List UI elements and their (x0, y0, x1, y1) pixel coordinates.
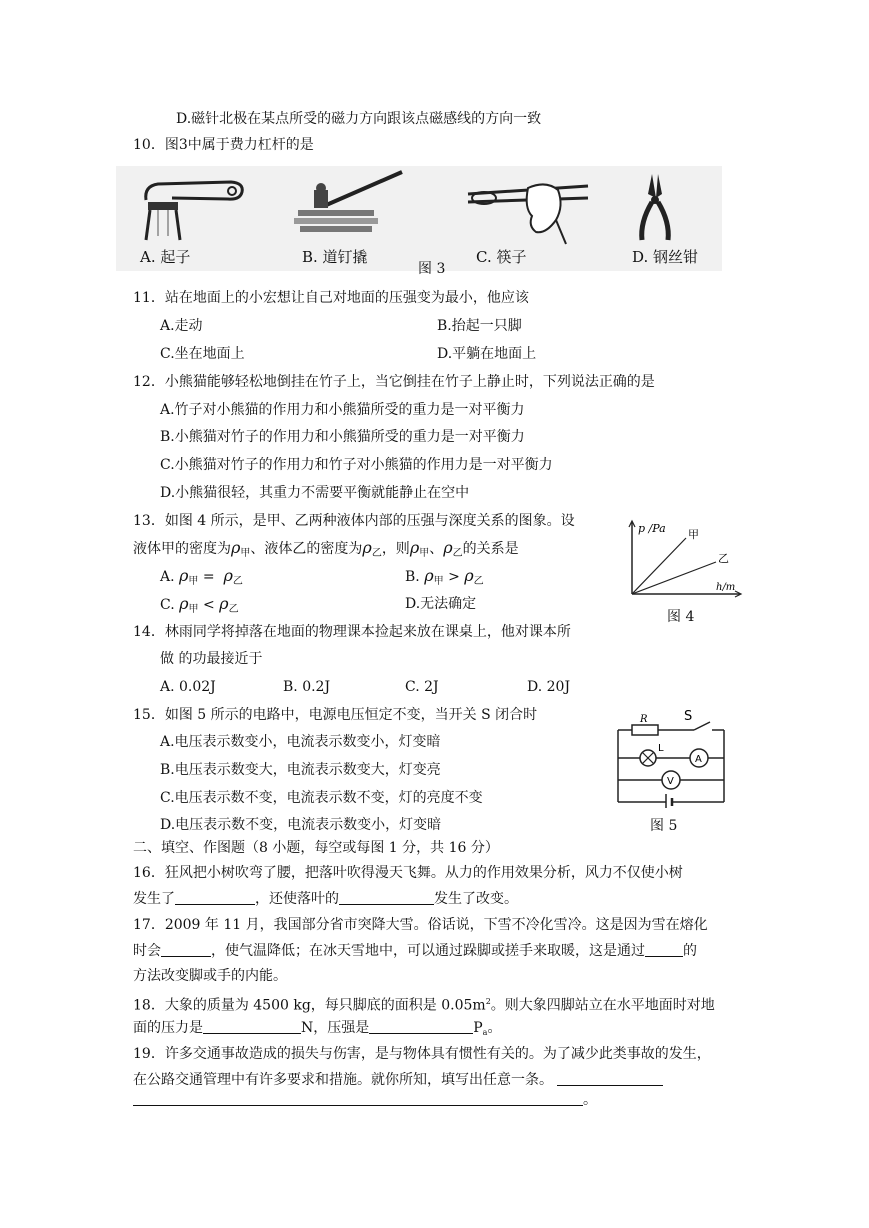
q13-option-b: B. $\rho_甲 > \rho_乙$ (405, 566, 484, 587)
q13-stem-line1: 13．如图 4 所示，是甲、乙两种液体内部的压强与深度关系的图象。设 (133, 513, 575, 529)
q16-blank-2[interactable] (339, 890, 434, 905)
q11-stem: 11．站在地面上的小宏想让自己对地面的压强变为最小，他应该 (133, 290, 529, 306)
fig4-y-label: p /Pa (638, 522, 666, 535)
q17-line2: 时会 ，使气温降低；在冰天雪地中，可以通过跺脚或搓手来取暖，这是通过 的 (133, 943, 697, 959)
q15-stem: 15．如图 5 所示的电路中，电源电压恒定不变，当开关 S 闭合时 (133, 707, 538, 723)
fig3-option-a: A. 起子 (140, 248, 191, 266)
q11-option-b: B.抬起一只脚 (437, 318, 522, 334)
q19-line2: 在公路交通管理中有许多要求和措施。就你所知，填写出任意一条。 (133, 1071, 663, 1089)
q11-option-a: A.走动 (160, 318, 203, 334)
q12-option-a: A.竹子对小熊猫的作用力和小熊猫所受的重力是一对平衡力 (160, 402, 525, 418)
q15-option-d: D.电压表示数不变，电流表示数变小，灯变暗 (160, 817, 442, 833)
q14-stem-line2: 做 的功最接近于 (160, 651, 263, 667)
q18-line2: 面的压力是 N，压强是 $P_a$。 (133, 1020, 502, 1037)
q19-blank-2[interactable] (133, 1091, 583, 1106)
figure-3-levers (116, 166, 722, 271)
q13-option-a: A. $\rho_甲 = \rho_乙$ (160, 566, 243, 587)
q17-blank-1[interactable] (161, 942, 211, 957)
figure-3-caption: 图 3 (418, 261, 446, 277)
q13-option-c: C. $\rho_甲 < \rho_乙$ (160, 594, 239, 615)
fig4-line2-label: 乙 (718, 552, 729, 565)
q13-stem-line2: 液体甲的密度为$\rho_甲$、液体乙的密度为$\rho_乙$，则$\rho_甲$、$\rho_乙$的关系是 (133, 538, 519, 559)
fig5-ammeter-label: A (695, 754, 702, 765)
chopsticks-icon (466, 176, 592, 246)
q13-option-d: D.无法确定 (405, 596, 477, 612)
q19-line3: 。 (133, 1091, 597, 1109)
fig3-option-d: D. 钢丝钳 (632, 248, 699, 266)
fig4-line1-label: 甲 (688, 528, 699, 541)
q12-option-c: C.小熊猫对竹子的作用力和竹子对小熊猫的作用力是一对平衡力 (160, 457, 553, 473)
fig5-voltmeter-label: V (667, 776, 674, 787)
q19-blank-1[interactable] (557, 1071, 663, 1086)
q15-option-a: A.电压表示数变小，电流表示数变小，灯变暗 (160, 734, 441, 750)
fig5-r-label: R (640, 714, 648, 725)
q17-blank-2[interactable] (645, 942, 683, 957)
fig4-x-label: h/m (716, 582, 736, 593)
q12-stem: 12．小熊猫能够轻松地倒挂在竹子上，当它倒挂在竹子上静止时，下列说法正确的是 (133, 374, 655, 390)
q14-option-a: A. 0.02J (160, 679, 216, 695)
q12-option-d: D.小熊猫很轻，其重力不需要平衡就能静止在空中 (160, 485, 470, 501)
q16-line1: 16．狂风把小树吹弯了腰，把落叶吹得漫天飞舞。从力的作用效果分析，风力不仅使小树 (133, 865, 683, 881)
q11-option-d: D.平躺在地面上 (437, 346, 537, 362)
q17-line3: 方法改变脚或手的内能。 (133, 968, 287, 984)
bottle-opener-icon (136, 174, 246, 244)
q16-line2: 发生了 ，还使落叶的 发生了改变。 (133, 891, 518, 907)
q10-stem: 10．图3中属于费力杠杆的是 (133, 137, 314, 153)
q9-option-d: D.磁针北极在某点所受的磁力方向跟该点磁感线的方向一致 (176, 111, 542, 127)
q15-option-b: B.电压表示数变大，电流表示数变大，灯变亮 (160, 762, 441, 778)
q11-option-c: C.坐在地面上 (160, 346, 245, 362)
figure-5-caption: 图 5 (650, 818, 678, 834)
fig3-option-b: B. 道钉撬 (302, 248, 368, 266)
q18-line1: 18．大象的质量为 4500 kg，每只脚底的面积是 $0.05m^2$。则大象四脚站立在水平地面时对地 (133, 997, 715, 1014)
pliers-icon (634, 172, 678, 242)
section-2-title: 二、填空、作图题（8 小题，每空或每图 1 分，共 16 分） (133, 840, 499, 856)
figure-4-caption: 图 4 (667, 609, 695, 625)
q15-option-c: C.电压表示数不变，电流表示数不变，灯的亮度不变 (160, 790, 483, 806)
q19-line1: 19．许多交通事故造成的损失与伤害，是与物体具有惯性有关的。为了减少此类事故的发生， (133, 1046, 711, 1062)
q14-option-c: C. 2J (405, 679, 439, 695)
q18-blank-pressure[interactable] (369, 1019, 473, 1034)
fig5-l-label: L (658, 743, 664, 754)
resistor-icon (632, 725, 658, 735)
figure-4-pressure-depth-graph (620, 518, 745, 598)
switch-icon (694, 722, 710, 730)
fig3-option-c: C. 筷子 (476, 248, 527, 266)
q14-option-d: D. 20J (527, 679, 571, 695)
q14-stem-line1: 14．林雨同学将掉落在地面的物理课本捡起来放在课桌上，他对课本所 (133, 624, 571, 640)
spike-puller-icon (294, 168, 414, 240)
q12-option-b: B.小熊猫对竹子的作用力和小熊猫所受的重力是一对平衡力 (160, 429, 525, 445)
q17-line1: 17．2009 年 11 月，我国部分省市突降大雪。俗话说，下雪不冷化雪冷。这是因为雪在熔化 (133, 917, 708, 933)
fig5-s-label: S (684, 709, 693, 724)
q18-blank-force[interactable] (203, 1019, 301, 1034)
figure-5-circuit-diagram (612, 708, 730, 808)
q16-blank-1[interactable] (175, 890, 255, 905)
q14-option-b: B. 0.2J (283, 679, 331, 695)
